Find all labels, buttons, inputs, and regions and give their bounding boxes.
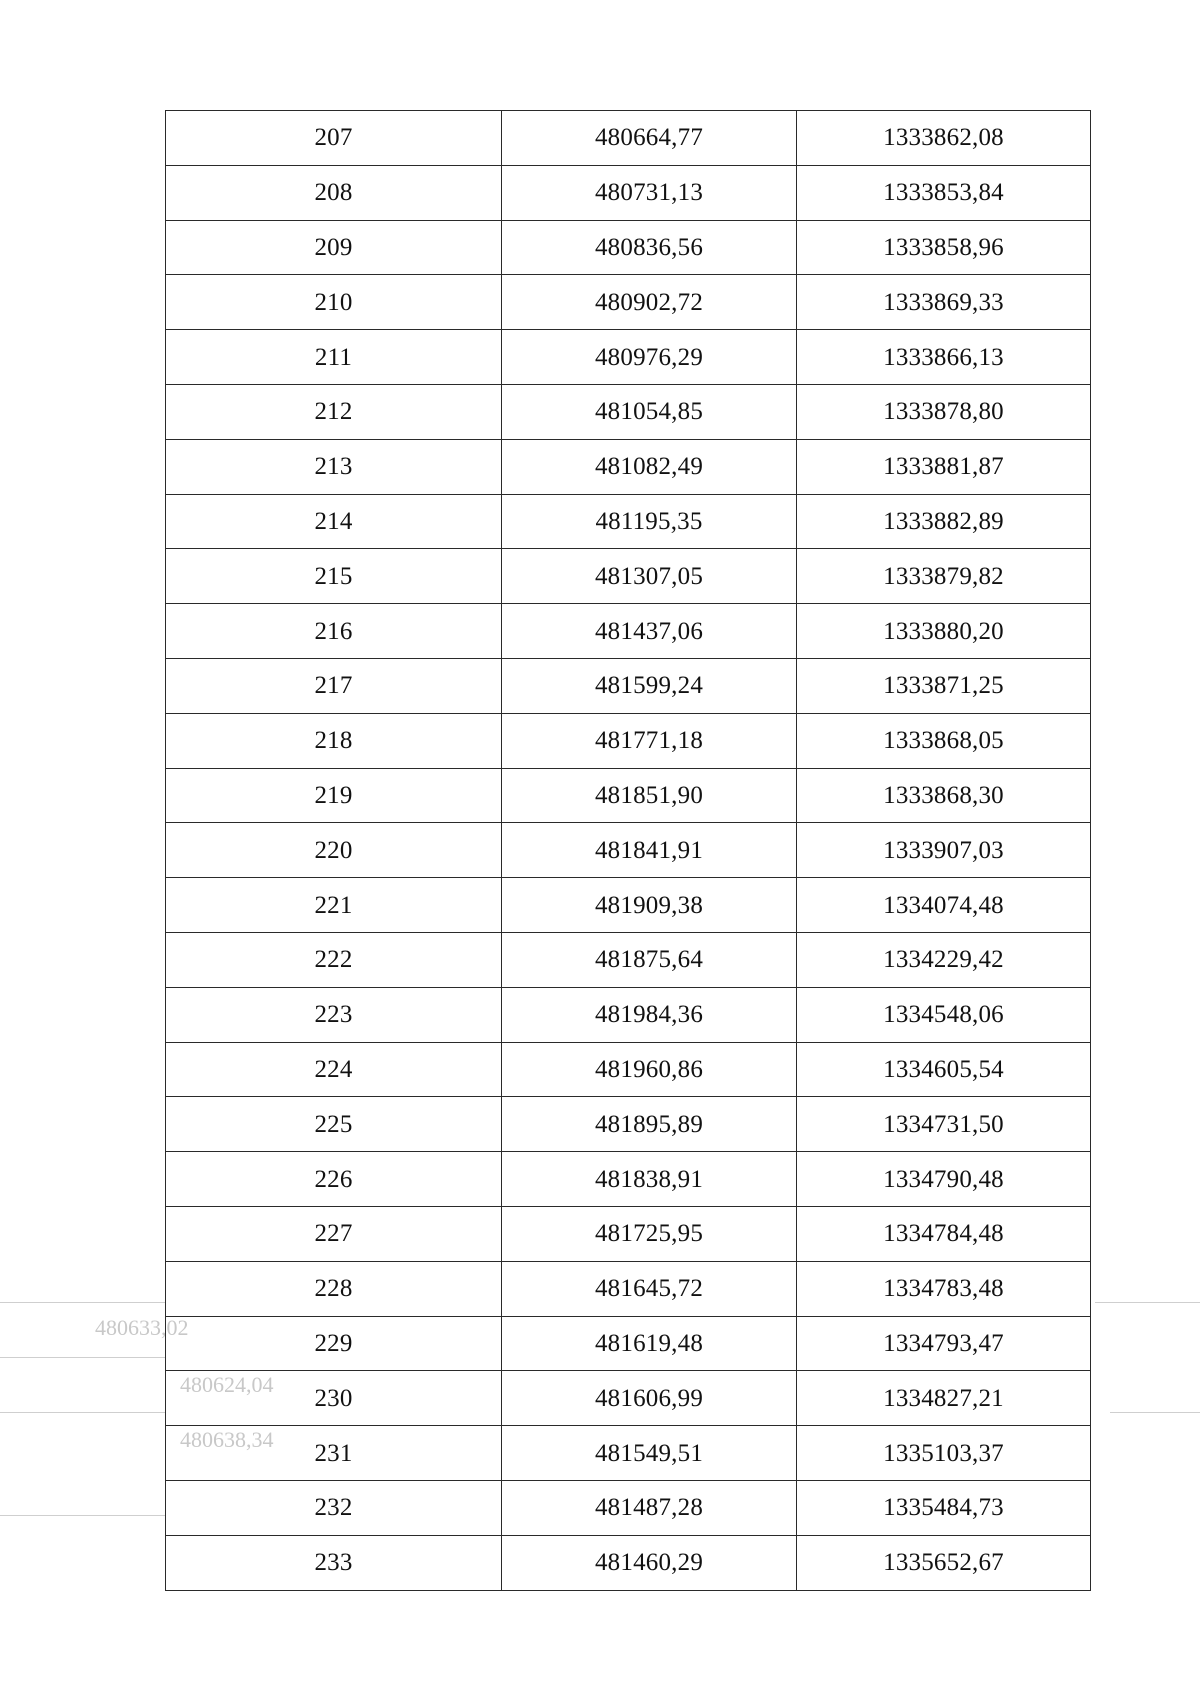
point-number-cell: 224 <box>166 1042 502 1097</box>
x-coordinate-cell: 481619,48 <box>502 1316 797 1371</box>
x-coordinate-cell: 481895,89 <box>502 1097 797 1152</box>
bleed-through-text: 480633,02 <box>95 1315 189 1340</box>
y-coordinate-cell: 1334548,06 <box>797 987 1091 1042</box>
point-number-cell: 209 <box>166 220 502 275</box>
table-row <box>166 1152 1091 1207</box>
table-row <box>166 713 1091 768</box>
bleed-through-line <box>1110 1412 1200 1413</box>
x-coordinate-cell: 480731,13 <box>502 165 797 220</box>
point-number-cell: 211 <box>166 330 502 385</box>
point-number-cell: 207 <box>166 111 502 166</box>
table-row <box>166 111 1091 166</box>
y-coordinate-cell: 1334827,21 <box>797 1371 1091 1426</box>
point-number-cell: 221 <box>166 878 502 933</box>
coordinates-table-body <box>166 111 1091 1591</box>
table-row <box>166 987 1091 1042</box>
x-coordinate-cell: 481838,91 <box>502 1152 797 1207</box>
x-coordinate-cell: 481984,36 <box>502 987 797 1042</box>
table-row <box>166 1261 1091 1316</box>
table-row <box>166 275 1091 330</box>
point-number-cell: 215 <box>166 549 502 604</box>
point-number-cell: 233 <box>166 1535 502 1590</box>
x-coordinate-cell: 481082,49 <box>502 439 797 494</box>
bleed-through-line <box>0 1302 165 1303</box>
point-number-cell: 208 <box>166 165 502 220</box>
y-coordinate-cell: 1334783,48 <box>797 1261 1091 1316</box>
table-row <box>166 330 1091 385</box>
y-coordinate-cell: 1333858,96 <box>797 220 1091 275</box>
x-coordinate-cell: 481771,18 <box>502 713 797 768</box>
point-number-cell: 227 <box>166 1206 502 1261</box>
table-row <box>166 932 1091 987</box>
y-coordinate-cell: 1335652,67 <box>797 1535 1091 1590</box>
y-coordinate-cell: 1333907,03 <box>797 823 1091 878</box>
point-number-cell: 229 <box>166 1316 502 1371</box>
point-number-cell: 232 <box>166 1480 502 1535</box>
table-row <box>166 549 1091 604</box>
bleed-through-line <box>0 1412 165 1413</box>
y-coordinate-cell: 1333881,87 <box>797 439 1091 494</box>
y-coordinate-cell: 1333869,33 <box>797 275 1091 330</box>
x-coordinate-cell: 481645,72 <box>502 1261 797 1316</box>
point-number-cell: 225 <box>166 1097 502 1152</box>
point-number-cell: 213 <box>166 439 502 494</box>
bleed-through-text: 480638,34 <box>180 1427 274 1452</box>
table-row <box>166 220 1091 275</box>
bleed-through-line <box>0 1515 165 1516</box>
table-row <box>166 1426 1091 1481</box>
point-number-cell: 230 <box>166 1371 502 1426</box>
x-coordinate-cell: 480902,72 <box>502 275 797 330</box>
x-coordinate-cell: 481054,85 <box>502 384 797 439</box>
x-coordinate-cell: 481841,91 <box>502 823 797 878</box>
bleed-through-text: 480624,04 <box>180 1372 274 1397</box>
x-coordinate-cell: 480836,56 <box>502 220 797 275</box>
table-row <box>166 1316 1091 1371</box>
x-coordinate-cell: 481909,38 <box>502 878 797 933</box>
point-number-cell: 218 <box>166 713 502 768</box>
table-row <box>166 439 1091 494</box>
point-number-cell: 222 <box>166 932 502 987</box>
x-coordinate-cell: 481549,51 <box>502 1426 797 1481</box>
y-coordinate-cell: 1333868,05 <box>797 713 1091 768</box>
x-coordinate-cell: 481195,35 <box>502 494 797 549</box>
point-number-cell: 214 <box>166 494 502 549</box>
coordinates-table <box>165 110 1091 1591</box>
point-number-cell: 228 <box>166 1261 502 1316</box>
table-row <box>166 1097 1091 1152</box>
y-coordinate-cell: 1334605,54 <box>797 1042 1091 1097</box>
bleed-through-line <box>0 1357 165 1358</box>
table-row <box>166 494 1091 549</box>
x-coordinate-cell: 481307,05 <box>502 549 797 604</box>
table-row <box>166 1042 1091 1097</box>
y-coordinate-cell: 1333882,89 <box>797 494 1091 549</box>
point-number-cell: 212 <box>166 384 502 439</box>
y-coordinate-cell: 1333879,82 <box>797 549 1091 604</box>
table-row <box>166 165 1091 220</box>
y-coordinate-cell: 1335103,37 <box>797 1426 1091 1481</box>
y-coordinate-cell: 1334790,48 <box>797 1152 1091 1207</box>
point-number-cell: 217 <box>166 658 502 713</box>
table-row <box>166 1480 1091 1535</box>
table-row <box>166 658 1091 713</box>
x-coordinate-cell: 480664,77 <box>502 111 797 166</box>
y-coordinate-cell: 1335484,73 <box>797 1480 1091 1535</box>
y-coordinate-cell: 1333853,84 <box>797 165 1091 220</box>
table-row <box>166 604 1091 659</box>
table-row <box>166 1206 1091 1261</box>
y-coordinate-cell: 1333862,08 <box>797 111 1091 166</box>
x-coordinate-cell: 480976,29 <box>502 330 797 385</box>
point-number-cell: 210 <box>166 275 502 330</box>
table-row <box>166 878 1091 933</box>
y-coordinate-cell: 1334229,42 <box>797 932 1091 987</box>
point-number-cell: 216 <box>166 604 502 659</box>
x-coordinate-cell: 481599,24 <box>502 658 797 713</box>
y-coordinate-cell: 1334784,48 <box>797 1206 1091 1261</box>
table-row <box>166 1371 1091 1426</box>
y-coordinate-cell: 1333868,30 <box>797 768 1091 823</box>
x-coordinate-cell: 481606,99 <box>502 1371 797 1426</box>
table-row <box>166 823 1091 878</box>
y-coordinate-cell: 1334074,48 <box>797 878 1091 933</box>
x-coordinate-cell: 481460,29 <box>502 1535 797 1590</box>
table-row <box>166 768 1091 823</box>
y-coordinate-cell: 1334793,47 <box>797 1316 1091 1371</box>
point-number-cell: 220 <box>166 823 502 878</box>
x-coordinate-cell: 481960,86 <box>502 1042 797 1097</box>
point-number-cell: 219 <box>166 768 502 823</box>
table-row <box>166 384 1091 439</box>
y-coordinate-cell: 1333871,25 <box>797 658 1091 713</box>
y-coordinate-cell: 1334731,50 <box>797 1097 1091 1152</box>
x-coordinate-cell: 481851,90 <box>502 768 797 823</box>
x-coordinate-cell: 481437,06 <box>502 604 797 659</box>
point-number-cell: 231 <box>166 1426 502 1481</box>
table-row <box>166 1535 1091 1590</box>
x-coordinate-cell: 481725,95 <box>502 1206 797 1261</box>
point-number-cell: 226 <box>166 1152 502 1207</box>
y-coordinate-cell: 1333866,13 <box>797 330 1091 385</box>
bleed-through-line <box>1095 1302 1200 1303</box>
y-coordinate-cell: 1333880,20 <box>797 604 1091 659</box>
y-coordinate-cell: 1333878,80 <box>797 384 1091 439</box>
x-coordinate-cell: 481875,64 <box>502 932 797 987</box>
point-number-cell: 223 <box>166 987 502 1042</box>
x-coordinate-cell: 481487,28 <box>502 1480 797 1535</box>
